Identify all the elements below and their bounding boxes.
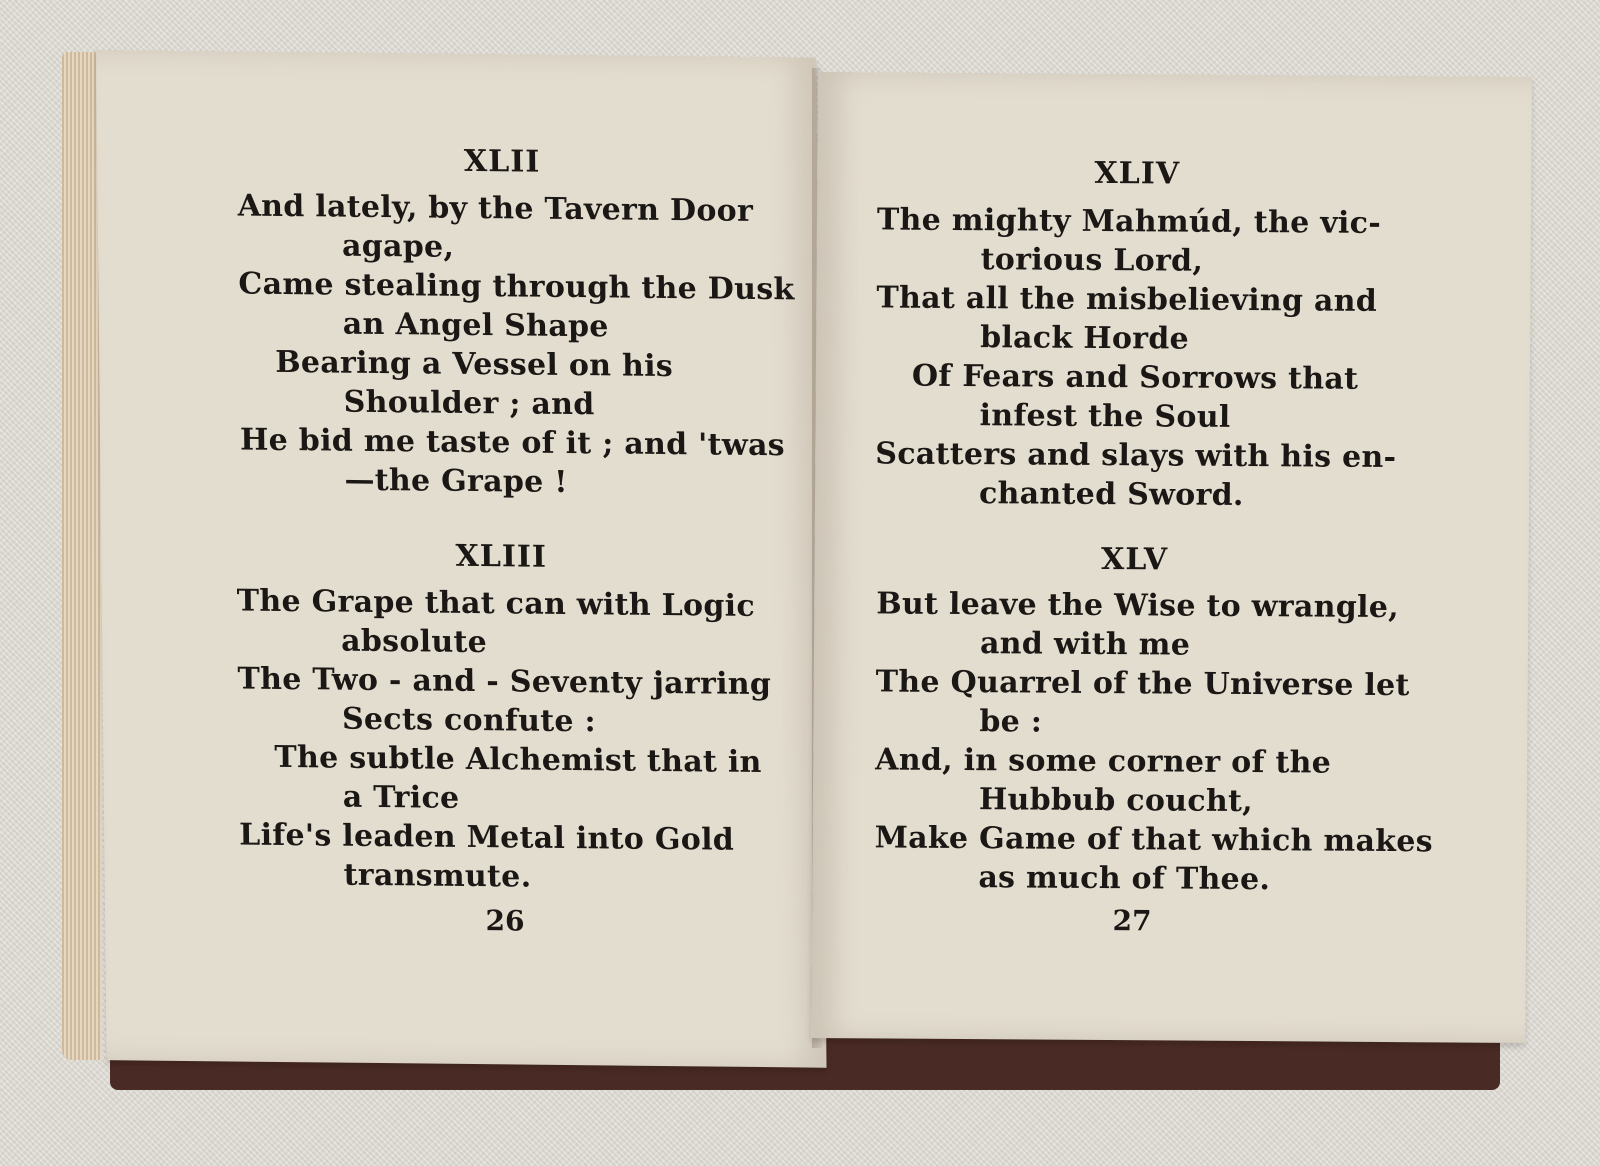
verse-line: And lately, by the Tavern Door xyxy=(237,188,754,229)
verse-line: Bearing a Vessel on his xyxy=(275,344,674,385)
verse-line: Life's leaden Metal into Gold xyxy=(239,817,735,858)
verse-line: Hubbub coucht, xyxy=(978,782,1254,820)
verse-line: an Angel Shape xyxy=(342,306,609,345)
stanza-heading: XLIV xyxy=(1094,155,1181,192)
page-number: 27 xyxy=(1112,904,1152,938)
verse-line: The mighty Mahmúd, the vic- xyxy=(876,202,1382,241)
verse-line: agape, xyxy=(341,228,455,265)
verse-line: The Two - and - Seventy jarring xyxy=(237,661,772,703)
verse-line: be : xyxy=(979,704,1043,740)
verse-line: —the Grape ! xyxy=(344,462,568,500)
verse-line: Make Game of that which makes xyxy=(874,820,1434,860)
verse-line: And, in some corner of the xyxy=(875,742,1332,781)
verse-line: transmute. xyxy=(343,857,532,895)
verse-line: He bid me taste of it ; and 'twas xyxy=(239,422,786,464)
stanza-xlii xyxy=(237,186,796,504)
verse-line: But leave the Wise to wrangle, xyxy=(876,586,1400,626)
verse-line: Shoulder ; and xyxy=(343,384,595,423)
verse-line: infest the Soul xyxy=(979,398,1231,435)
verse-line: black Horde xyxy=(980,320,1190,357)
left-page xyxy=(96,50,827,1068)
stanza-heading: XLIII xyxy=(455,538,548,575)
verse-line: torious Lord, xyxy=(980,242,1204,279)
verse-line: chanted Sword. xyxy=(978,476,1244,513)
verse-line: Came stealing through the Dusk xyxy=(238,266,795,308)
verse-line: Sects confute : xyxy=(341,701,597,740)
verse-line: as much of Thee. xyxy=(978,860,1271,898)
verse-line: absolute xyxy=(340,623,488,661)
stanza-xlv xyxy=(874,584,1434,900)
verse-line: The subtle Alchemist that in xyxy=(274,739,762,781)
verse-line: a Trice xyxy=(342,779,460,816)
stanza-heading: XLV xyxy=(1100,541,1169,578)
verse-line: That all the misbelieving and xyxy=(876,280,1378,319)
stanza-heading: XLII xyxy=(463,143,541,180)
verse-line: Scatters and slays with his en- xyxy=(875,436,1397,476)
verse-line: and with me xyxy=(979,626,1191,663)
verse-line: Of Fears and Sorrows that xyxy=(911,358,1359,397)
right-page xyxy=(811,72,1532,1043)
verse-line: The Grape that can with Logic xyxy=(236,583,756,624)
stanza-xliv xyxy=(875,200,1398,516)
verse-line: The Quarrel of the Universe let xyxy=(875,664,1410,704)
stanza-xliii xyxy=(237,582,774,900)
page-edges-left xyxy=(62,52,102,1060)
page-number: 26 xyxy=(485,904,525,938)
